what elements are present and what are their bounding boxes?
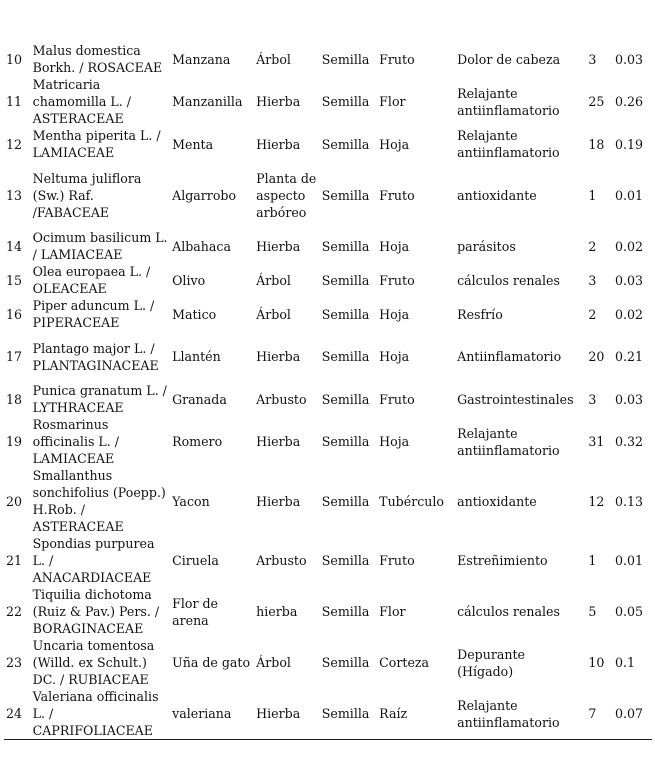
table-row (4, 263, 652, 297)
cell-species-family: Mentha piperita L. / LAMIACEAE (32, 128, 161, 160)
table-body (4, 42, 652, 740)
cell-medicinal-use: Relajante antiinflamatorio (457, 425, 560, 458)
cell-common-name: valeriana (170, 688, 254, 740)
cell-proportion: 0.21 (614, 349, 644, 364)
cell-row-number: 14 (6, 238, 23, 254)
cell-plant-part: Fruto (379, 553, 415, 568)
cell-propagation: Semilla (321, 238, 370, 254)
cell-row-number: 11 (6, 94, 23, 109)
cell-frequency: 20 (588, 349, 605, 364)
cell-species-family: Ocimum basilicum L. / LAMIACEAE (32, 230, 168, 262)
cell-growth-habit: Hierba (256, 349, 301, 364)
cell-row-number: 21 (6, 553, 23, 568)
cell-proportion: 0.03 (614, 51, 644, 67)
cell-species-family: Neltuma juliflora (Sw.) Raf. /FABACEAE (32, 170, 142, 220)
cell-medicinal-use: Depurante (Hígado) (457, 646, 525, 679)
cell-species-family: Smallanthus sonchifolius (Poepp.) H.Rob. / ASTERACEAE (32, 468, 166, 534)
table-row (4, 382, 652, 416)
cell-row-number: 12 (6, 136, 23, 152)
cell-medicinal-use: Dolor de cabeza (457, 51, 561, 67)
table-row (4, 637, 652, 688)
cell-species-family: Piper aduncum L. / PIPERACEAE (32, 298, 155, 330)
cell-common-name: Uña de gato (172, 655, 251, 670)
table-row (4, 127, 652, 161)
cell-plant-part: Hoja (379, 434, 410, 449)
cell-plant-part: Fruto (379, 51, 415, 67)
cell-species-family: Tiquilia dichotoma (Ruiz & Pav.) Pers. / BORAGINACEAE (32, 587, 160, 636)
table-row (4, 688, 652, 740)
cell-common-name: Yacon (172, 493, 210, 509)
cell-growth-habit: Árbol (256, 655, 291, 670)
cell-propagation: Semilla (321, 434, 370, 449)
cell-row-number: 22 (6, 604, 23, 619)
cell-medicinal-use: Gastrointestinales (457, 391, 574, 407)
cell-growth-habit: Planta de aspecto arbóreo (256, 170, 317, 220)
table-row (4, 586, 652, 637)
cell-frequency: 5 (588, 604, 597, 619)
cell-growth-habit: Árbol (256, 306, 291, 322)
cell-growth-habit: hierba (256, 604, 298, 619)
cell-frequency: 3 (588, 272, 597, 288)
cell-frequency: 31 (588, 434, 605, 449)
cell-common-name: Algarrobo (172, 187, 237, 203)
cell-propagation: Semilla (321, 655, 370, 670)
cell-proportion: 0.03 (614, 391, 644, 407)
cell-row-number: 10 (6, 51, 23, 67)
cell-species-family: Matricaria chamomilla L. / ASTERACEAE (32, 77, 132, 126)
cell-frequency: 10 (588, 655, 605, 670)
cell-plant-part: Hoja (379, 349, 410, 364)
cell-species-family: Rosmarinus officinalis L. / LAMIACEAE (32, 417, 120, 466)
cell-frequency: 18 (588, 136, 605, 152)
table-row (4, 297, 652, 331)
cell-common-name: Manzanilla (172, 94, 243, 109)
cell-species-family: Olea europaea L. / OLEACEAE (32, 264, 151, 296)
cell-common-name: Matico (172, 306, 217, 322)
cell-growth-habit: Hierba (256, 94, 301, 109)
cell-proportion: 0.1 (614, 655, 636, 670)
cell-proportion: 0.05 (614, 604, 644, 619)
cell-plant-part: Fruto (379, 187, 415, 203)
table-row (4, 76, 652, 127)
cell-common-name: Granada (172, 391, 227, 407)
cell-plant-part: Flor (379, 604, 406, 619)
cell-frequency: 1 (588, 553, 597, 568)
cell-common-name: Llantén (172, 349, 221, 364)
cell-frequency: 2 (588, 306, 597, 322)
cell-row-number: 23 (6, 655, 23, 670)
cell-proportion: 0.07 (613, 688, 652, 740)
cell-species-family: Punica granatum L. / LYTHRACEAE (32, 383, 167, 415)
cell-medicinal-use: Relajante antiinflamatorio (457, 128, 560, 160)
cell-growth-habit: Hierba (256, 493, 301, 509)
cell-frequency: 3 (588, 51, 597, 67)
cell-proportion: 0.01 (614, 187, 644, 203)
cell-medicinal-use: Resfrío (457, 306, 503, 322)
cell-plant-part: Raíz (377, 688, 455, 740)
cell-plant-part: Tubérculo (379, 493, 444, 509)
cell-species-family: Uncaria tomentosa (Willd. ex Schult.) DC. / RUBIACEAE (32, 638, 155, 687)
cell-propagation: Semilla (321, 493, 370, 509)
cell-proportion: 0.19 (614, 136, 644, 152)
cell-growth-habit: Hierba (256, 238, 301, 254)
cell-species-family: Valeriana officinalis L. / CAPRIFOLIACEAE (31, 688, 170, 740)
cell-propagation: Semilla (321, 272, 370, 288)
cell-row-number: 15 (6, 272, 23, 288)
plants-table (4, 42, 652, 740)
cell-plant-part: Flor (379, 94, 406, 109)
cell-common-name: Manzana (172, 51, 231, 67)
cell-common-name: Menta (172, 136, 214, 152)
cell-plant-part: Fruto (379, 272, 415, 288)
cell-growth-habit: Árbol (256, 272, 291, 288)
cell-common-name: Olivo (172, 272, 206, 288)
cell-medicinal-use: antioxidante (457, 187, 537, 203)
cell-frequency: 3 (588, 391, 597, 407)
table-row (4, 535, 652, 586)
cell-propagation: Semilla (321, 306, 370, 322)
cell-growth-habit: Hierba (256, 136, 301, 152)
cell-medicinal-use: Estreñimiento (457, 553, 548, 568)
cell-row-number: 19 (6, 434, 23, 449)
cell-proportion: 0.32 (614, 434, 644, 449)
cell-propagation: Semilla (320, 688, 377, 740)
cell-row-number: 18 (6, 391, 23, 407)
cell-propagation: Semilla (321, 391, 370, 407)
cell-medicinal-use: cálculos renales (457, 272, 560, 288)
cell-plant-part: Hoja (379, 306, 410, 322)
cell-propagation: Semilla (321, 94, 370, 109)
cell-common-name: Albahaca (172, 238, 231, 254)
table-row (4, 161, 652, 229)
cell-growth-habit: Hierba (254, 688, 320, 740)
table-row (4, 467, 652, 535)
cell-common-name: Ciruela (172, 553, 219, 568)
cell-medicinal-use: Relajante antiinflamatorio (457, 85, 560, 118)
cell-propagation: Semilla (321, 187, 370, 203)
table-row (4, 331, 652, 382)
cell-frequency: 1 (588, 187, 597, 203)
cell-propagation: Semilla (321, 349, 370, 364)
cell-propagation: Semilla (321, 553, 370, 568)
cell-medicinal-use: parásitos (457, 238, 516, 254)
cell-proportion: 0.26 (614, 94, 644, 109)
cell-row-number: 24 (4, 688, 31, 740)
table-row (4, 42, 652, 76)
cell-common-name: Romero (172, 434, 223, 449)
cell-row-number: 20 (6, 493, 23, 509)
cell-frequency: 2 (588, 238, 597, 254)
cell-frequency: 7 (586, 688, 613, 740)
cell-row-number: 17 (6, 349, 23, 364)
cell-species-family: Plantago major L. / PLANTAGINACEAE (32, 340, 159, 373)
cell-plant-part: Corteza (379, 655, 430, 670)
cell-growth-habit: Árbol (256, 51, 291, 67)
cell-frequency: 12 (588, 493, 605, 509)
cell-proportion: 0.02 (614, 306, 644, 322)
table-row (4, 229, 652, 263)
cell-growth-habit: Hierba (256, 434, 301, 449)
cell-medicinal-use: Relajante antiinflamatorio (455, 688, 586, 740)
cell-proportion: 0.13 (614, 493, 644, 509)
cell-plant-part: Fruto (379, 391, 415, 407)
cell-row-number: 16 (6, 306, 23, 322)
cell-proportion: 0.03 (614, 272, 644, 288)
cell-medicinal-use: cálculos renales (457, 604, 560, 619)
cell-medicinal-use: antioxidante (457, 493, 537, 509)
cell-species-family: Spondias purpurea L. / ANACARDIACEAE (32, 536, 155, 585)
cell-proportion: 0.02 (614, 238, 644, 254)
cell-frequency: 25 (588, 94, 605, 109)
cell-common-name: Flor de arena (172, 595, 218, 628)
cell-propagation: Semilla (321, 136, 370, 152)
cell-growth-habit: Arbusto (256, 391, 307, 407)
cell-row-number: 13 (6, 187, 23, 203)
cell-medicinal-use: Antiinflamatorio (457, 349, 562, 364)
cell-plant-part: Hoja (379, 136, 410, 152)
cell-propagation: Semilla (321, 604, 370, 619)
table-row (4, 416, 652, 467)
cell-plant-part: Hoja (379, 238, 410, 254)
cell-proportion: 0.01 (614, 553, 644, 568)
cell-growth-habit: Arbusto (256, 553, 307, 568)
cell-propagation: Semilla (321, 51, 370, 67)
cell-species-family: Malus domestica Borkh. / ROSACEAE (32, 43, 163, 75)
